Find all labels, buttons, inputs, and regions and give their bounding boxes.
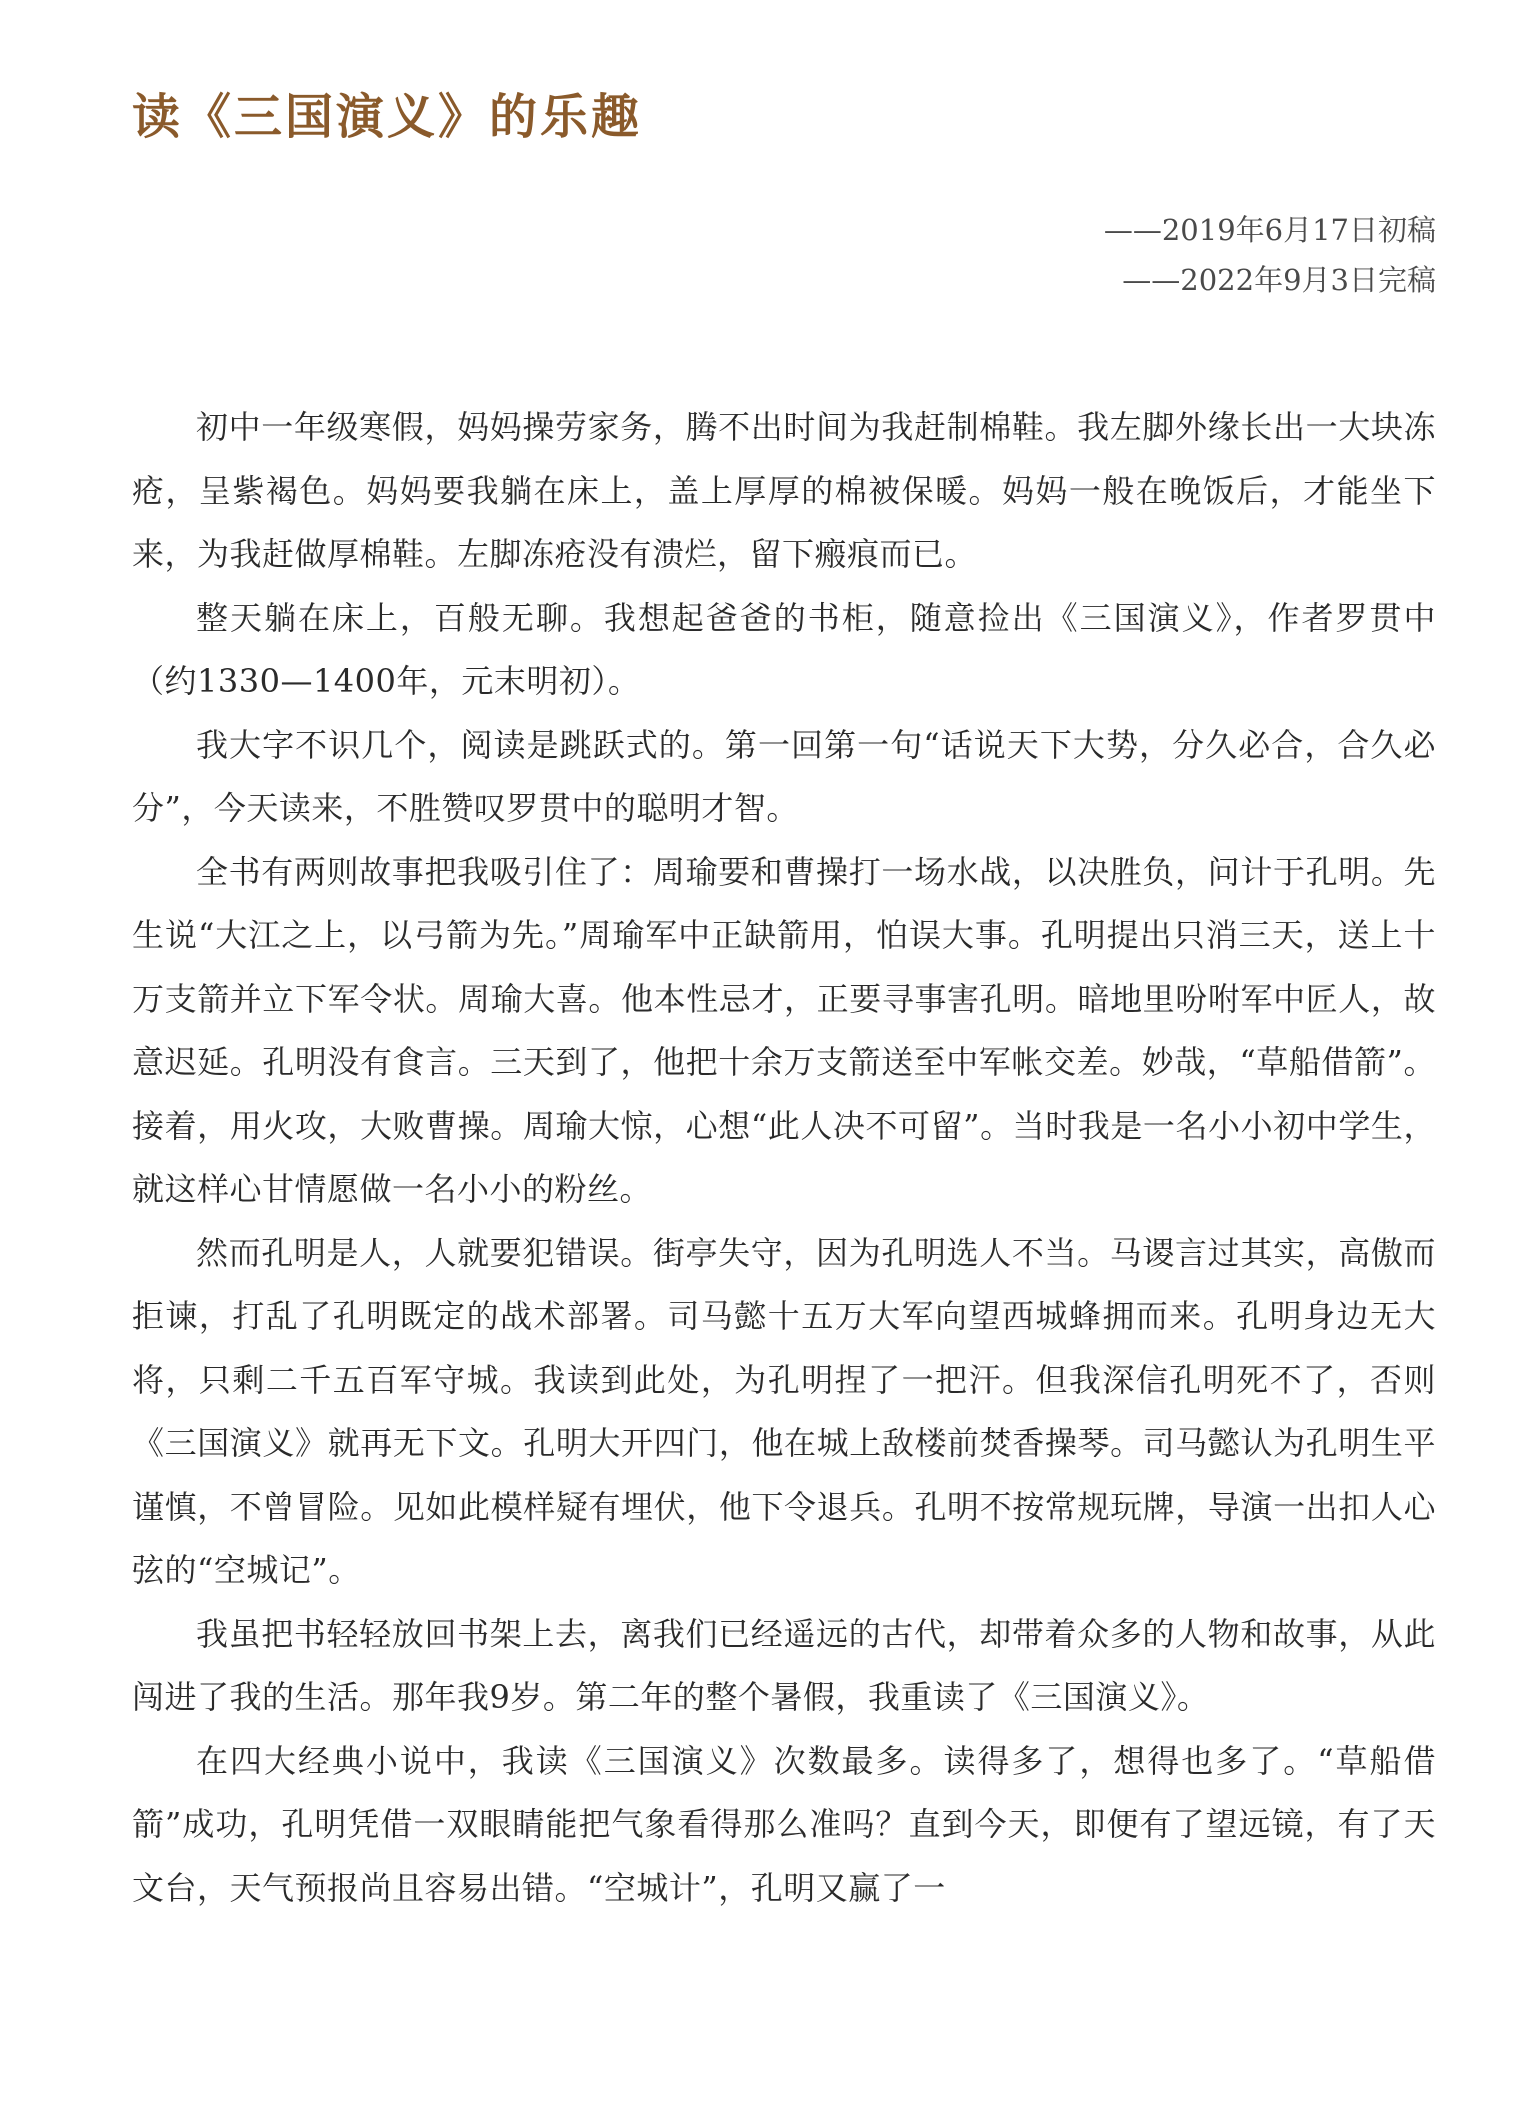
paragraph: 我虽把书轻轻放回书架上去，离我们已经遥远的古代，却带着众多的人物和故事，从此闯进了我的生活。那年我9岁。第二年的整个暑假，我重读了《三国演义》。 [132, 1614, 1436, 1716]
paragraph: 全书有两则故事把我吸引住了：周瑜要和曹操打一场水战，以决胜负，问计于孔明。先生说“大江之上，以弓箭为先。”周瑜军中正缺箭用，怕误大事。孔明提出只消三天，送上十万支箭并立下军令状。周瑜大喜。他本性忌才，正要寻事害孔明。暗地里吩咐军中匠人，故意迟延。孔明没有食言。三天到了，他把十余万支箭送至中军帐交差。妙哉，“草船借箭”。接着，用火攻，大败曹操。周瑜大惊，心想“此人决不可留”。当时我是一名小小初中学生，就这样心甘情愿做一名小小的粉丝。 [132, 852, 1436, 1208]
draft-date: ——2019年6月17日初稿 [1103, 213, 1436, 247]
paragraph: 我大字不识几个，阅读是跳跃式的。第一回第一句“话说天下大势，分久必合，合久必分”，今天读来，不胜赞叹罗贯中的聪明才智。 [132, 725, 1436, 827]
article-title: 读《三国演义》的乐趣 [132, 89, 643, 145]
article-body [132, 396, 1436, 1920]
final-date: ——2022年9月3日完稿 [1122, 263, 1436, 297]
paragraph: 在四大经典小说中，我读《三国演义》次数最多。读得多了，想得也多了。“草船借箭”成功，孔明凭借一双眼睛能把气象看得那么准吗？直到今天，即便有了望远镜，有了天文台，天气预报尚且容易出错。“空城计”，孔明又赢了一 [132, 1741, 1436, 1907]
paragraph: 初中一年级寒假，妈妈操劳家务，腾不出时间为我赶制棉鞋。我左脚外缘长出一大块冻疮，呈紫褐色。妈妈要我躺在床上，盖上厚厚的棉被保暖。妈妈一般在晚饭后，才能坐下来，为我赶做厚棉鞋。左脚冻疮没有溃烂，留下瘢痕而已。 [132, 408, 1436, 573]
paragraph: 整天躺在床上，百般无聊。我想起爸爸的书柜，随意捡出《三国演义》，作者罗贯中（约1330—1400年，元末明初）。 [132, 598, 1436, 700]
paragraph: 然而孔明是人，人就要犯错误。街亭失守，因为孔明选人不当。马谡言过其实，高傲而拒谏，打乱了孔明既定的战术部署。司马懿十五万大军向望西城蜂拥而来。孔明身边无大将，只剩二千五百军守城。我读到此处，为孔明捏了一把汗。但我深信孔明死不了，否则《三国演义》就再无下文。孔明大开四门，他在城上敌楼前焚香操琴。司马懿认为孔明生平谨慎，不曾冒险。见如此模样疑有埋伏，他下令退兵。孔明不按常规玩牌，导演一出扣人心弦的“空城记”。 [132, 1233, 1436, 1589]
date-block [1104, 205, 1436, 305]
